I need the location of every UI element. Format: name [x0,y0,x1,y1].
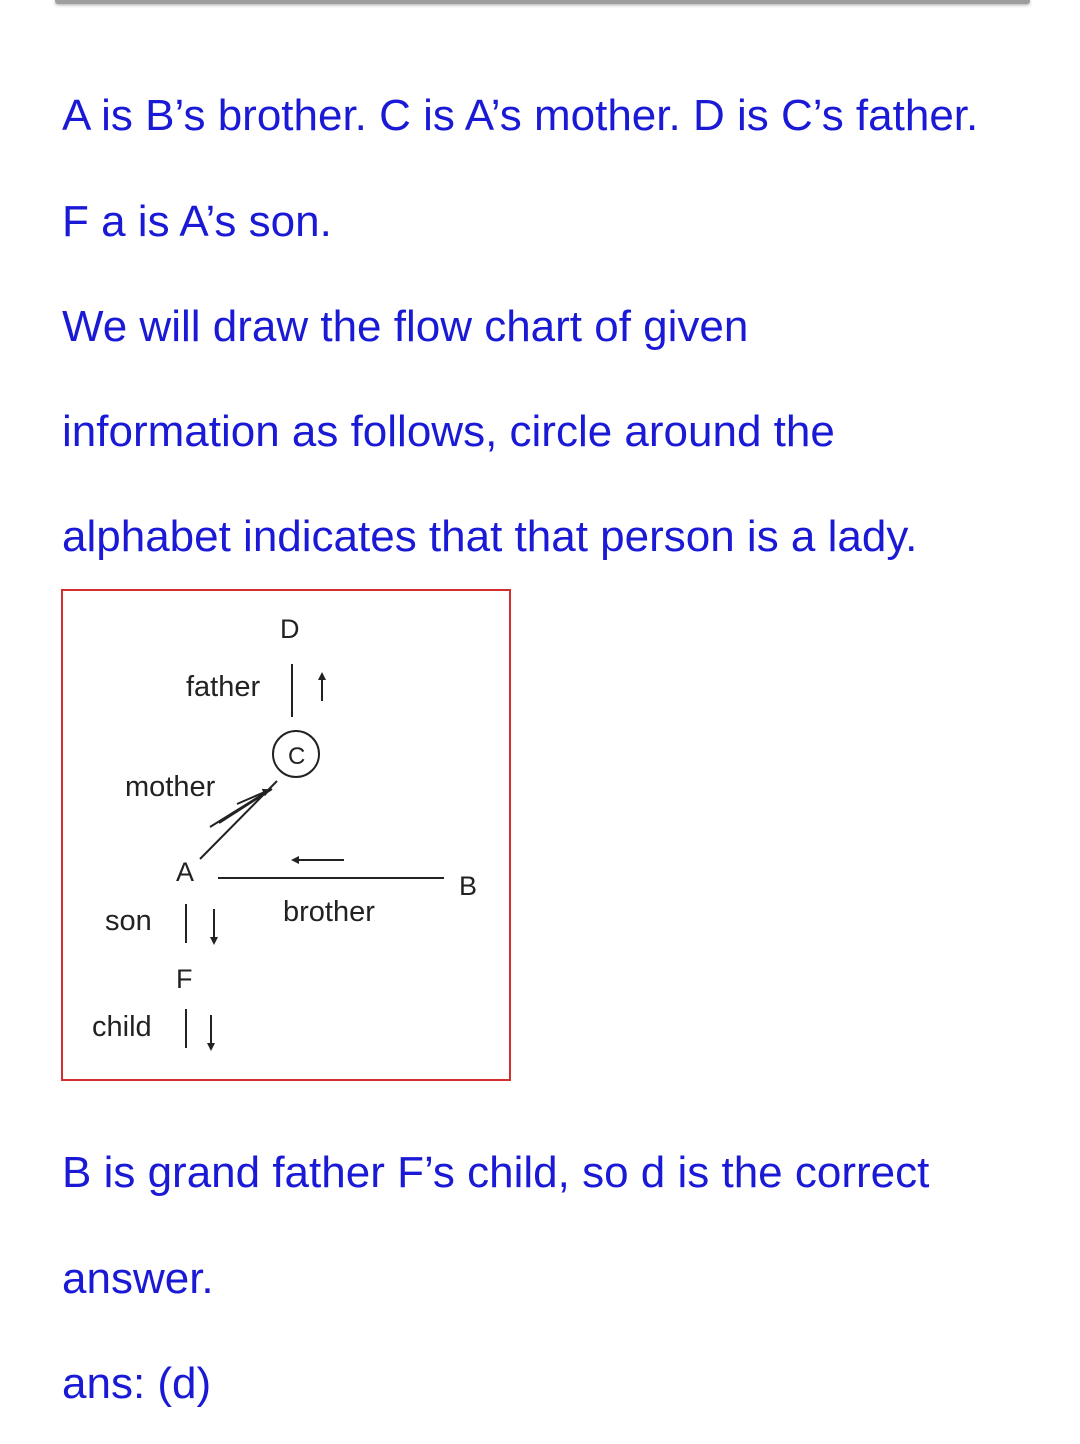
label-mother: mother [125,771,216,803]
paragraph-given-relations: A is B’s brother. C is A’s mother. D is C’s father. [62,91,979,140]
arrow-stroke-2 [219,789,272,823]
paragraph-conclusion-cont: answer. [62,1254,214,1303]
node-a: A [176,857,195,887]
paragraph-flow-chart-intro: We will draw the flow chart of given [62,302,749,351]
paragraph-conclusion: B is grand father F’s child, so d is the correct [62,1148,930,1197]
family-tree-svg [63,591,513,1083]
family-tree-diagram [61,589,511,1081]
node-c: C [288,743,306,770]
label-child: child [92,1011,152,1043]
label-father: father [186,671,261,703]
node-d: D [280,614,300,644]
label-son: son [105,905,152,937]
paragraph-flow-chart-intro-cont: information as follows, circle around the [62,407,835,456]
node-b: B [459,871,478,901]
label-brother: brother [283,896,375,928]
node-f: F [176,964,193,994]
top-card-edge [55,0,1030,4]
paragraph-son-relation: F a is A’s son. [62,197,332,246]
paragraph-lady-note: alphabet indicates that that person is a lady. [62,512,918,561]
answer-text: ans: (d) [62,1359,212,1408]
